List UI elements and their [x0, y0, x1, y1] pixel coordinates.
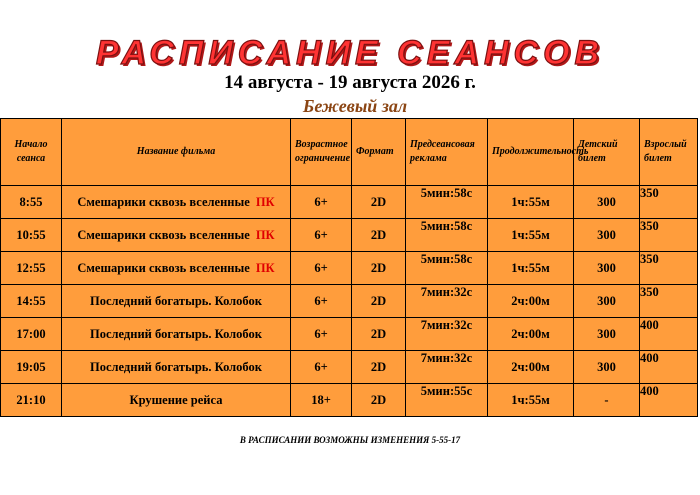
table-row [1, 252, 698, 285]
cell-ads: 5мин:58с [406, 186, 488, 219]
cell-ads: 7мин:32с [406, 351, 488, 384]
cell-duration: 1ч:55м [488, 252, 574, 285]
table-row [1, 318, 698, 351]
cell-child-price: - [574, 384, 640, 417]
cell-film [62, 186, 291, 219]
pushkin-card-badge: ПК [255, 227, 275, 242]
pushkin-card-badge: ПК [255, 260, 275, 275]
film-title: Последний богатырь. Колобок [90, 293, 262, 308]
table-row [1, 351, 698, 384]
table-row [1, 384, 698, 417]
cell-format: 2D [352, 351, 406, 384]
cell-age: 6+ [291, 219, 352, 252]
cell-time: 21:10 [1, 384, 62, 417]
header-row [1, 119, 698, 186]
cell-child-price: 300 [574, 219, 640, 252]
cell-child-price: 300 [574, 351, 640, 384]
table-row [1, 186, 698, 219]
cell-time: 8:55 [1, 186, 62, 219]
cell-duration: 2ч:00м [488, 285, 574, 318]
cell-film [62, 219, 291, 252]
film-title: Смешарики сквозь вселенные [77, 260, 250, 275]
cell-adult-price: 350 [640, 252, 698, 285]
cell-format: 2D [352, 285, 406, 318]
cell-film [62, 384, 291, 417]
cell-age: 6+ [291, 285, 352, 318]
cell-duration: 1ч:55м [488, 384, 574, 417]
schedule-table [0, 118, 698, 417]
cell-format: 2D [352, 252, 406, 285]
cell-ads: 5мин:55с [406, 384, 488, 417]
cell-adult-price: 400 [640, 384, 698, 417]
cell-film [62, 285, 291, 318]
cell-time: 17:00 [1, 318, 62, 351]
header-ads: Предсеансовая реклама [406, 119, 488, 186]
header-film: Название фильма [62, 119, 291, 186]
film-title: Смешарики сквозь вселенные [77, 227, 250, 242]
table-row [1, 285, 698, 318]
cell-format: 2D [352, 318, 406, 351]
cell-ads: 5мин:58с [406, 219, 488, 252]
cell-duration: 2ч:00м [488, 318, 574, 351]
footer-note: В РАСПИСАНИИ ВОЗМОЖНЫ ИЗМЕНЕНИЯ 5-55-17 [239, 435, 461, 445]
cell-time: 19:05 [1, 351, 62, 384]
film-title: Последний богатырь. Колобок [90, 359, 262, 374]
film-title: Крушение рейса [129, 392, 223, 407]
cell-adult-price: 350 [640, 219, 698, 252]
cell-child-price: 300 [574, 252, 640, 285]
header-age: Возрастное ограничение [291, 119, 352, 186]
cell-ads: 7мин:32с [406, 285, 488, 318]
header-time: Начало сеанса [1, 119, 62, 186]
header-child: Детский билет [574, 119, 640, 186]
film-title: Смешарики сквозь вселенные [77, 194, 250, 209]
cell-film [62, 318, 291, 351]
header-duration: Продолжительность [488, 119, 574, 186]
page-title: РАСПИСАНИЕ СЕАНСОВ [95, 34, 605, 72]
cell-child-price: 300 [574, 318, 640, 351]
cell-film [62, 351, 291, 384]
cell-ads: 5мин:58с [406, 252, 488, 285]
cell-age: 6+ [291, 252, 352, 285]
cell-age: 18+ [291, 384, 352, 417]
cell-child-price: 300 [574, 186, 640, 219]
header-format: Формат [352, 119, 406, 186]
hall-name: Бежевый зал [302, 96, 408, 116]
cell-time: 12:55 [1, 252, 62, 285]
cell-adult-price: 350 [640, 186, 698, 219]
cell-time: 10:55 [1, 219, 62, 252]
film-title: Последний богатырь. Колобок [90, 326, 262, 341]
cell-film [62, 252, 291, 285]
cell-adult-price: 400 [640, 318, 698, 351]
cell-format: 2D [352, 186, 406, 219]
cell-adult-price: 350 [640, 285, 698, 318]
cell-ads: 7мин:32с [406, 318, 488, 351]
cell-time: 14:55 [1, 285, 62, 318]
date-range: 14 августа - 19 августа 2026 г. [224, 72, 476, 93]
cell-duration: 1ч:55м [488, 186, 574, 219]
cell-age: 6+ [291, 186, 352, 219]
cell-child-price: 300 [574, 285, 640, 318]
cell-format: 2D [352, 384, 406, 417]
cell-adult-price: 400 [640, 351, 698, 384]
pushkin-card-badge: ПК [255, 194, 275, 209]
table-row [1, 219, 698, 252]
cell-format: 2D [352, 219, 406, 252]
cell-duration: 2ч:00м [488, 351, 574, 384]
cell-age: 6+ [291, 351, 352, 384]
cell-duration: 1ч:55м [488, 219, 574, 252]
cell-age: 6+ [291, 318, 352, 351]
header-adult: Взрослый билет [640, 119, 698, 186]
